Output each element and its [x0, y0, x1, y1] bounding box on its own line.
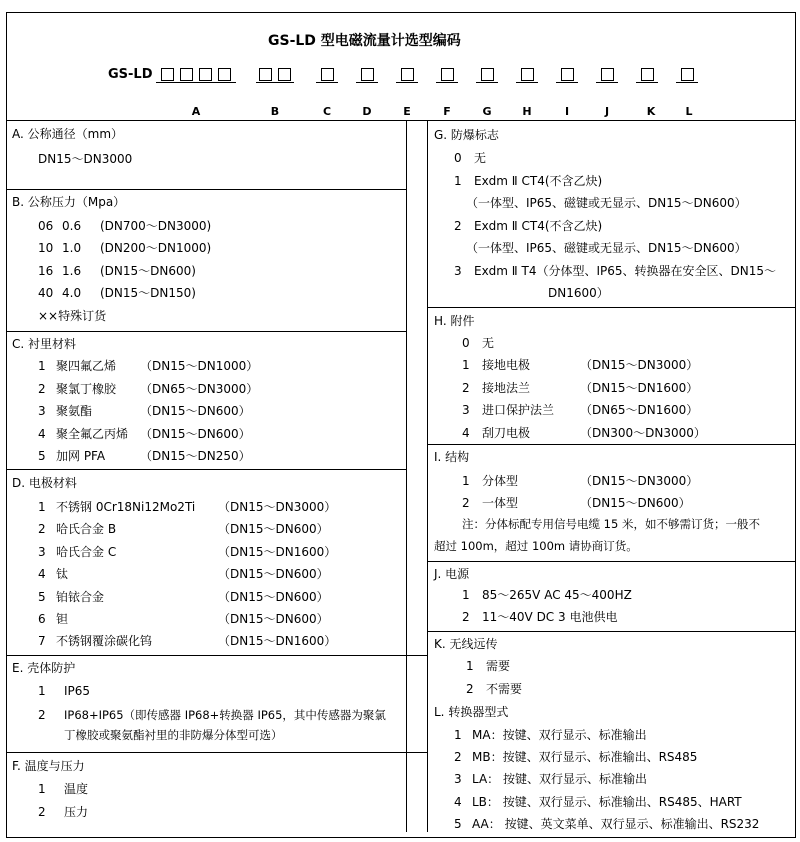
code-segment-f: [436, 66, 458, 83]
b-range: (DN200～DN1000): [100, 241, 212, 255]
c-range: （DN15～DN600）: [140, 427, 251, 441]
code-letter: B: [270, 105, 280, 118]
code-segment-b: [256, 66, 294, 83]
section-i-header: I. 结构: [434, 450, 470, 464]
code-segment-l: [676, 66, 698, 83]
h-range: （DN300～DN3000）: [580, 426, 706, 440]
i-range: （DN15～DN600）: [580, 496, 691, 510]
section-j-header: J. 电源: [434, 567, 470, 581]
j-text: 11～40V DC 3 电池供电: [482, 610, 618, 624]
g-text: （一体型、IP65、磁键或无显示、DN15～DN600）: [466, 196, 747, 210]
k-text: 不需要: [486, 682, 523, 696]
l-num: 3: [454, 772, 462, 786]
b-code: 16: [38, 264, 54, 278]
d-range: （DN15～DN600）: [218, 590, 329, 604]
code-letter: F: [443, 105, 451, 118]
h-num: 2: [462, 381, 470, 395]
d-material: 不锈钢覆涂碳化钨: [56, 634, 153, 648]
h-num: 4: [462, 426, 470, 440]
e-text: IP65: [64, 684, 91, 698]
section-g-header: G. 防爆标志: [434, 128, 499, 142]
section-d-header: D. 电极材料: [12, 476, 77, 490]
d-range: （DN15～DN1600）: [218, 634, 337, 648]
c-num: 3: [38, 404, 46, 418]
c-material: 聚四氟乙烯: [56, 359, 117, 373]
section-a-header: A. 公称通径（mm）: [12, 127, 124, 141]
g-text: （一体型、IP65、磁键或无显示、DN15～DN600）: [466, 241, 747, 255]
code-letter: K: [646, 105, 656, 118]
code-letter: D: [362, 105, 372, 118]
d-num: 6: [38, 612, 46, 626]
k-num: 1: [466, 659, 474, 673]
divider: [427, 631, 796, 632]
l-text: LA： 按键、双行显示、标准输出: [472, 772, 647, 786]
d-material: 钛: [56, 567, 69, 581]
d-num: 4: [38, 567, 46, 581]
code-segment-e: [396, 66, 418, 83]
d-num: 2: [38, 522, 46, 536]
section-h-header: H. 附件: [434, 314, 475, 328]
code-letter: E: [403, 105, 411, 118]
g-text: DN1600）: [548, 286, 609, 300]
l-text: LB： 按键、双行显示、标准输出、RS485、HART: [472, 795, 742, 809]
i-num: 1: [462, 474, 470, 488]
h-num: 1: [462, 358, 470, 372]
code-segment-j: [596, 66, 618, 83]
code-segment-d: [356, 66, 378, 83]
divider: [427, 307, 796, 308]
section-e-header: E. 壳体防护: [12, 661, 76, 675]
g-text: Exdm Ⅱ CT4(不含乙炔): [474, 219, 603, 233]
i-note: 注：分体标配专用信号电缆 15 米，如不够需订货；一般不: [462, 517, 760, 531]
g-num: 2: [454, 219, 462, 233]
i-text: 分体型: [482, 474, 519, 488]
l-num: 1: [454, 728, 462, 742]
d-material: 铂铱合金: [56, 590, 105, 604]
divider: [427, 561, 796, 562]
l-text: MA：按键、双行显示、标准输出: [472, 728, 647, 742]
d-num: 7: [38, 634, 46, 648]
code-label: GS-LD: [108, 67, 153, 82]
section-l-header: L. 转换器型式: [434, 705, 509, 719]
d-num: 1: [38, 500, 46, 514]
d-material: 不锈钢 0Cr18Ni12Mo2Ti: [56, 500, 196, 514]
h-text: 接地法兰: [482, 381, 531, 395]
column-divider-right: [427, 120, 428, 832]
section-f-header: F. 温度与压力: [12, 759, 85, 773]
code-segment-h: [516, 66, 538, 83]
d-range: （DN15～DN3000）: [218, 500, 337, 514]
d-material: 哈氏合金 B: [56, 522, 117, 536]
d-range: （DN15～DN600）: [218, 567, 329, 581]
c-num: 2: [38, 382, 46, 396]
l-num: 2: [454, 750, 462, 764]
d-material: 哈氏合金 C: [56, 545, 117, 559]
g-text: 无: [474, 151, 487, 165]
c-range: （DN15～DN600）: [140, 404, 251, 418]
j-text: 85～265V AC 45～400HZ: [482, 588, 632, 602]
c-num: 4: [38, 427, 46, 441]
section-b-header: B. 公称压力（Mpa）: [12, 195, 126, 209]
b-code: 10: [38, 241, 54, 255]
g-text: Exdm Ⅱ T4（分体型、IP65、转换器在安全区、DN15～: [474, 264, 777, 278]
code-letter: G: [482, 105, 492, 118]
h-text: 接地电极: [482, 358, 531, 372]
b-range: (DN15～DN150): [100, 286, 196, 300]
c-num: 5: [38, 449, 46, 463]
header-divider: [6, 120, 796, 121]
g-text: Exdm Ⅱ CT4(不含乙炔): [474, 174, 603, 188]
f-num: 2: [38, 805, 46, 819]
c-range: （DN65～DN3000）: [140, 382, 259, 396]
c-material: 聚氨酯: [56, 404, 93, 418]
code-letter: L: [685, 105, 693, 118]
i-num: 2: [462, 496, 470, 510]
l-num: 4: [454, 795, 462, 809]
k-num: 2: [466, 682, 474, 696]
i-range: （DN15～DN3000）: [580, 474, 699, 488]
l-text: AA： 按键、英文菜单、双行显示、标准输出、RS232: [472, 817, 760, 831]
l-num: 5: [454, 817, 462, 831]
b-pressure: 1.0: [62, 241, 82, 255]
l-text: MB：按键、双行显示、标准输出、RS485: [472, 750, 698, 764]
b-special: ××特殊订货: [38, 309, 107, 323]
divider: [427, 444, 796, 445]
divider: [6, 655, 427, 656]
c-material: 加网 PFA: [56, 449, 106, 463]
page-title: GS-LD 型电磁流量计选型编码: [268, 33, 461, 49]
h-text: 刮刀电极: [482, 426, 531, 440]
e-text-cont: 丁橡胶或聚氨酯衬里的非防爆分体型可选）: [64, 728, 283, 742]
b-pressure: 0.6: [62, 219, 82, 233]
code-letter: C: [322, 105, 332, 118]
i-text: 一体型: [482, 496, 519, 510]
g-num: 0: [454, 151, 462, 165]
code-segment-c: [316, 66, 338, 83]
k-text: 需要: [486, 659, 511, 673]
code-letter: I: [564, 105, 570, 118]
b-pressure: 4.0: [62, 286, 82, 300]
i-note-cont: 超过 100m，超过 100m 请协商订货。: [434, 539, 638, 553]
code-letter: J: [604, 105, 610, 118]
section-c-header: C. 衬里材料: [12, 337, 77, 351]
h-range: （DN65～DN1600）: [580, 403, 699, 417]
b-code: 40: [38, 286, 54, 300]
d-num: 3: [38, 545, 46, 559]
c-range: （DN15～DN1000）: [140, 359, 259, 373]
section-a-value: DN15～DN3000: [38, 152, 133, 166]
h-num: 3: [462, 403, 470, 417]
d-range: （DN15～DN600）: [218, 612, 329, 626]
g-num: 1: [454, 174, 462, 188]
code-segment-g: [476, 66, 498, 83]
h-range: （DN15～DN3000）: [580, 358, 699, 372]
e-text: IP68+IP65（即传感器 IP68+转换器 IP65，其中传感器为聚氯: [64, 708, 386, 722]
code-segment-a: [156, 66, 236, 83]
e-num: 1: [38, 684, 46, 698]
code-letter: A: [191, 105, 201, 118]
h-text: 无: [482, 336, 495, 350]
g-num: 3: [454, 264, 462, 278]
divider: [6, 331, 406, 332]
f-text: 压力: [64, 805, 89, 819]
d-num: 5: [38, 590, 46, 604]
f-num: 1: [38, 782, 46, 796]
section-k-header: K. 无线远传: [434, 637, 498, 651]
j-num: 2: [462, 610, 470, 624]
c-material: 聚氯丁橡胶: [56, 382, 117, 396]
code-letter: H: [522, 105, 532, 118]
code-segment-i: [556, 66, 578, 83]
h-num: 0: [462, 336, 470, 350]
b-range: (DN15～DN600): [100, 264, 196, 278]
b-pressure: 1.6: [62, 264, 82, 278]
d-material: 钽: [56, 612, 69, 626]
f-text: 温度: [64, 782, 89, 796]
divider: [6, 752, 427, 753]
d-range: （DN15～DN600）: [218, 522, 329, 536]
d-range: （DN15～DN1600）: [218, 545, 337, 559]
h-text: 进口保护法兰: [482, 403, 555, 417]
j-num: 1: [462, 588, 470, 602]
divider: [6, 189, 406, 190]
c-material: 聚全氟乙丙烯: [56, 427, 129, 441]
h-range: （DN15～DN1600）: [580, 381, 699, 395]
c-range: （DN15～DN250）: [140, 449, 251, 463]
c-num: 1: [38, 359, 46, 373]
column-divider: [406, 120, 407, 832]
code-segment-k: [636, 66, 658, 83]
b-code: 06: [38, 219, 54, 233]
b-range: (DN700～DN3000): [100, 219, 212, 233]
divider: [6, 469, 406, 470]
e-num: 2: [38, 708, 46, 722]
